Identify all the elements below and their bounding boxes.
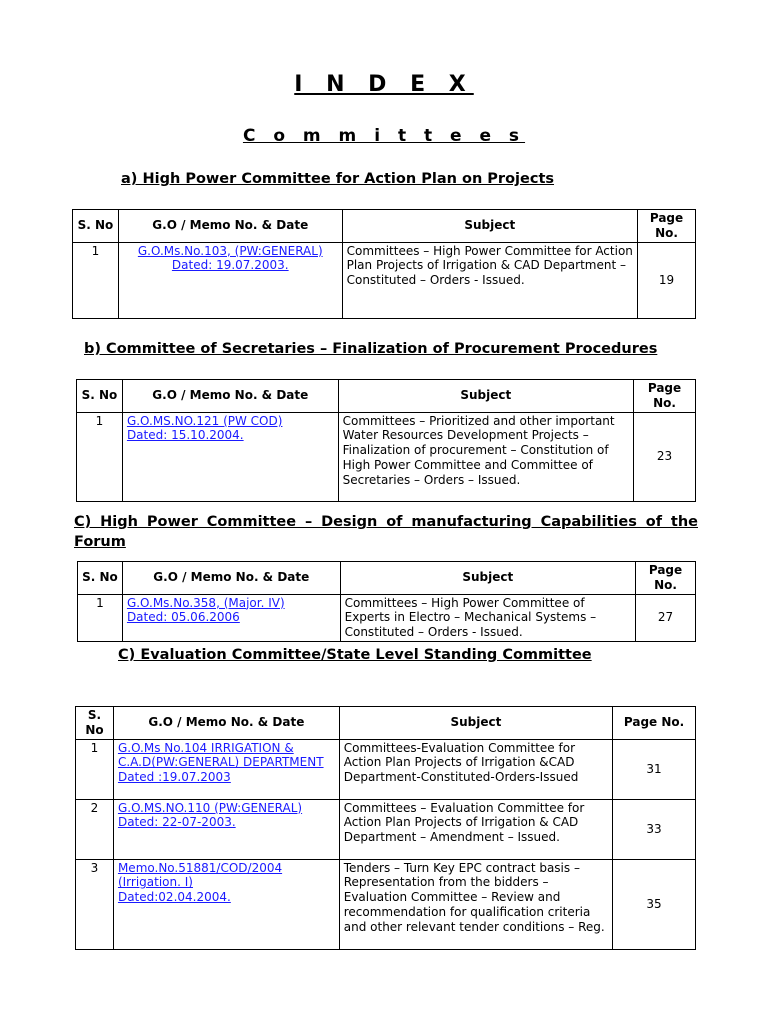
col-header-subject: Subject [338, 380, 633, 413]
col-header-go: G.O / Memo No. & Date [118, 210, 342, 243]
section-a-table [72, 209, 696, 319]
page-title: I N D E X [294, 72, 474, 97]
col-header-page: Page No. [638, 210, 696, 243]
row-go-cell [118, 242, 342, 318]
section-b-table [76, 379, 696, 502]
col-header-sno: S. No [78, 562, 123, 595]
row-go-cell [113, 799, 339, 859]
go-link[interactable]: G.O.MS.NO.121 (PW COD) [126, 413, 283, 428]
row-sno: 1 [78, 594, 123, 641]
table-row [77, 412, 696, 501]
go-date-link[interactable]: Dated: 22-07-2003. [117, 815, 236, 830]
row-page: 31 [613, 739, 696, 799]
go-date-link[interactable]: Dated :19.07.2003 [117, 770, 231, 785]
section-d-heading: C) Evaluation Committee/State Level Standing Committee [118, 647, 592, 663]
go-link[interactable]: Memo.No.51881/COD/2004 (Irrigation. I) [117, 860, 283, 890]
row-go-cell [113, 739, 339, 799]
table-row [76, 859, 696, 949]
row-go-cell [113, 859, 339, 949]
row-sno: 1 [77, 412, 123, 501]
col-header-go: G.O / Memo No. & Date [113, 707, 339, 740]
row-subject: Committees – Evaluation Committee for Action Plan Projects of Irrigation & CAD Department – Amendment – Issued. [339, 799, 612, 859]
row-page: 33 [613, 799, 696, 859]
section-a-heading: a) High Power Committee for Action Plan on Projects [121, 171, 555, 187]
table-row [73, 242, 696, 318]
col-header-sno: S. No [76, 707, 114, 740]
section-b-heading: b) Committee of Secretaries – Finalization of Procurement Procedures [84, 341, 658, 357]
page-subtitle: C o m m i t t e e s [242, 126, 526, 146]
row-subject: Committees – High Power Committee of Experts in Electro – Mechanical Systems – Constituted – Orders - Issued. [340, 594, 635, 641]
go-date-link[interactable]: Dated: 19.07.2003. [171, 258, 289, 273]
go-link[interactable]: G.O.Ms.No.358, (Major. IV) [126, 595, 285, 610]
row-page: 23 [634, 412, 696, 501]
col-header-sno: S. No [77, 380, 123, 413]
row-go-cell [122, 594, 340, 641]
go-date-link[interactable]: Dated: 15.10.2004. [126, 428, 244, 443]
go-link[interactable]: G.O.MS.NO.110 (PW:GENERAL) [117, 800, 303, 815]
go-link[interactable]: G.O.Ms.No.103, (PW:GENERAL) [137, 243, 323, 258]
go-date-link[interactable]: Dated: 05.06.2006 [126, 610, 240, 625]
row-subject: Tenders – Turn Key EPC contract basis – Representation from the bidders – Evaluation Committee – Review and recommendation for qualification criteria and other relevant tender conditions – Reg. [339, 859, 612, 949]
row-subject: Committees – Prioritized and other important Water Resources Development Projects – Finalization of procurement – Constitution of High Power Committee and Committee of Secretaries – Orders – Issued. [338, 412, 633, 501]
col-header-go: G.O / Memo No. & Date [122, 562, 340, 595]
table-row [78, 594, 696, 641]
go-link[interactable]: G.O.Ms No.104 IRRIGATION & C.A.D(PW:GENERAL) DEPARTMENT [117, 740, 324, 770]
col-header-subject: Subject [340, 562, 635, 595]
row-sno: 2 [76, 799, 114, 859]
section-c-heading: C) High Power Committee – Design of manufacturing Capabilities of the Forum [74, 514, 698, 550]
section-d-table [75, 706, 696, 950]
row-sno: 1 [73, 242, 119, 318]
col-header-page: Page No. [634, 380, 696, 413]
row-page: 19 [638, 242, 696, 318]
row-subject: Committees – High Power Committee for Action Plan Projects of Irrigation & CAD Department – Constituted – Orders - Issued. [342, 242, 637, 318]
row-sno: 1 [76, 739, 114, 799]
col-header-sno: S. No [73, 210, 119, 243]
row-go-cell [122, 412, 338, 501]
row-sno: 3 [76, 859, 114, 949]
col-header-page: Page No. [613, 707, 696, 740]
row-page: 27 [636, 594, 696, 641]
section-c-table [77, 561, 696, 642]
row-subject: Committees-Evaluation Committee for Action Plan Projects of Irrigation &CAD Department-Constituted-Orders-Issued [339, 739, 612, 799]
col-header-page: Page No. [636, 562, 696, 595]
col-header-go: G.O / Memo No. & Date [122, 380, 338, 413]
go-date-link[interactable]: Dated:02.04.2004. [117, 890, 231, 905]
table-row [76, 799, 696, 859]
col-header-subject: Subject [342, 210, 637, 243]
row-page: 35 [613, 859, 696, 949]
col-header-subject: Subject [339, 707, 612, 740]
table-row [76, 739, 696, 799]
